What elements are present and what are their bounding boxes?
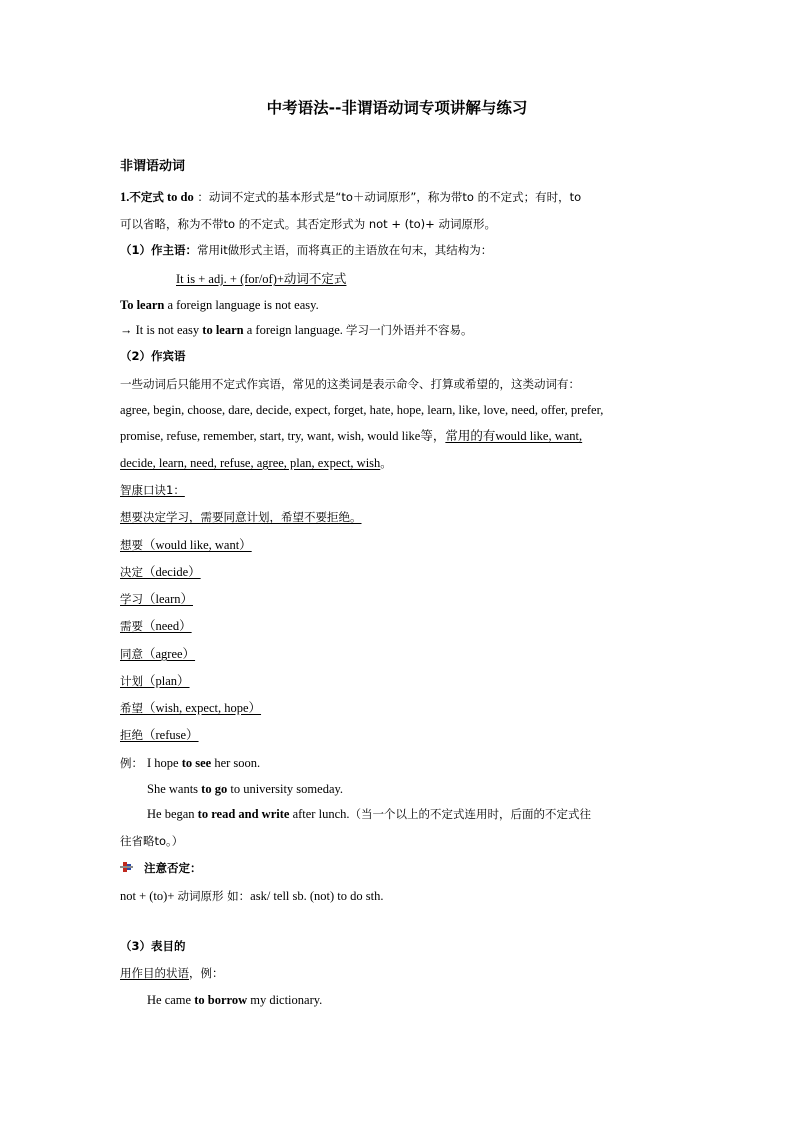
- sub2-ex3-note-cont: 往省略to。）: [120, 834, 184, 848]
- sub3-ex-pre: He came: [147, 993, 195, 1007]
- mnemonic-item: [120, 645, 195, 663]
- mnemonic-cn: 决定: [120, 565, 143, 579]
- note-heading: 注意否定：: [144, 861, 202, 875]
- sub1-text: 常用it做形式主语，而将真正的主语放在句末，其结构为：: [197, 243, 493, 257]
- sub2-heading: （2）作宾语: [120, 349, 186, 363]
- mnemonic-item: [120, 726, 199, 744]
- sub3-ex-bold: to borrow: [194, 993, 248, 1007]
- mnemonic-en: （need）: [143, 619, 192, 633]
- mnemonic-title: 智康口诀1：: [120, 483, 185, 497]
- sub2-verbs-common-b: decide, learn, need, refuse, agree, plan, expect, wish: [120, 456, 381, 470]
- sub2-ex2-rest: to university someday.: [227, 782, 344, 796]
- note-formula-line: [120, 887, 383, 905]
- sub2-ex3-bold: to read and write: [197, 807, 290, 821]
- mnemonic-item: [120, 617, 192, 635]
- note-formula-cn: 动词原形 如：: [177, 889, 251, 903]
- sub3-example: [147, 991, 322, 1009]
- mnemonic-en: （would like, want）: [143, 538, 252, 552]
- example-label: 例：: [120, 756, 143, 770]
- sub2-example-3: [147, 805, 591, 823]
- mnemonic-en: （plan）: [143, 674, 190, 688]
- sub1-ex2-pre: → It is not easy: [120, 323, 203, 337]
- mnemonic-cn: 希望: [120, 701, 143, 715]
- sub1-ex1-bold: To learn: [120, 298, 165, 312]
- sub2-ex1-rest: her soon.: [211, 756, 261, 770]
- sub2-intro: 一些动词后只能用不定式作宾语，常见的这类词是表示命令、打算或希望的，这类动词有：: [120, 377, 580, 391]
- sub1-ex1-rest: a foreign language is not easy.: [164, 298, 319, 312]
- mnemonic-cn: 需要: [120, 619, 143, 633]
- note-line: [120, 859, 202, 877]
- sub1-ex2-cn: 学习一门外语并不容易。: [346, 323, 473, 337]
- sub2-verbs-end: 。: [380, 456, 392, 470]
- item1-label: 不定式: [129, 190, 164, 204]
- section-heading: 非谓语动词: [120, 159, 186, 174]
- sub3-intro-rest: ，例：: [189, 966, 224, 980]
- diamond-bullet-icon: [120, 861, 134, 873]
- sub3-intro-underlined: 用作目的状语: [120, 966, 189, 980]
- sub2-verbs-plain: promise, refuse, remember, start, try, want, wish, would like等，: [120, 429, 446, 443]
- sub2-ex2-pre: She wants: [147, 782, 202, 796]
- sub1-formula: It is + adj. + (for/of)+动词不定式: [176, 272, 347, 286]
- mnemonic-item: [120, 672, 190, 690]
- mnemonic-item: [120, 563, 201, 581]
- mnemonic-en: （wish, expect, hope）: [143, 701, 262, 715]
- note-formula: not + (to)+: [120, 889, 178, 903]
- mnemonic-item: [120, 536, 252, 554]
- sub2-ex3-note: （当一个以上的不定式连用时，后面的不定式往: [349, 807, 591, 821]
- mnemonic-cn: 想要: [120, 538, 143, 552]
- mnemonic-item: [120, 699, 261, 717]
- mnemonic-item: [120, 590, 193, 608]
- mnemonic-cn: 计划: [120, 674, 143, 688]
- sub2-verbs-line1: agree, begin, choose, dare, decide, expect, forget, hate, hope, learn, like, love, need, offer, prefer,: [120, 403, 604, 417]
- sub2-ex2-bold: to go: [201, 782, 228, 796]
- mnemonic-text: 想要决定学习，需要同意计划，希望不要拒绝。: [120, 510, 362, 524]
- sub3-ex-rest: my dictionary.: [247, 993, 323, 1007]
- item1-line2: 可以省略，称为不带to 的不定式。其否定形式为 not + (to)+ 动词原形。: [120, 217, 496, 231]
- sub3-heading: （3）表目的: [120, 939, 186, 953]
- sub1-example-2: [120, 321, 473, 339]
- mnemonic-en: （refuse）: [143, 728, 199, 742]
- item1-number: 1.: [120, 190, 130, 204]
- sub1-line: [120, 241, 492, 259]
- sub2-ex3-pre: He began: [147, 807, 198, 821]
- sub2-ex3-rest: after lunch.: [289, 807, 350, 821]
- mnemonic-en: （decide）: [143, 565, 201, 579]
- mnemonic-en: （learn）: [143, 592, 193, 606]
- sub1-ex2-rest: a foreign language.: [243, 323, 346, 337]
- sub2-verbs-line2: [120, 427, 582, 445]
- item1-text-a: 动词不定式的基本形式是“to＋动词原形”，称为带to 的不定式；有时，to: [208, 190, 582, 204]
- mnemonic-cn: 学习: [120, 592, 143, 606]
- sub2-verbs-line3: [120, 454, 392, 472]
- sub2-ex1-pre: I hope: [147, 756, 182, 770]
- sub2-verbs-common-a: 常用的有would like, want,: [445, 429, 583, 443]
- note-example: ask/ tell sb. (not) to do sth.: [250, 889, 384, 903]
- item1-colon: ：: [193, 190, 209, 204]
- sub2-ex1-bold: to see: [181, 756, 212, 770]
- mnemonic-cn: 同意: [120, 647, 143, 661]
- sub1-ex2-bold: to learn: [202, 323, 244, 337]
- sub3-intro: [120, 964, 224, 982]
- item1-line1: [120, 188, 581, 206]
- item1-term: to do: [163, 190, 194, 204]
- mnemonic-en: （agree）: [143, 647, 196, 661]
- sub2-example-1: [120, 754, 260, 772]
- mnemonic-cn: 拒绝: [120, 728, 143, 742]
- page-title: 中考语法--非谓语动词专项讲解与练习: [266, 99, 528, 117]
- sub2-example-2: [147, 780, 343, 798]
- sub1-example-1: [120, 296, 319, 314]
- sub1-heading: （1）作主语：: [120, 243, 198, 257]
